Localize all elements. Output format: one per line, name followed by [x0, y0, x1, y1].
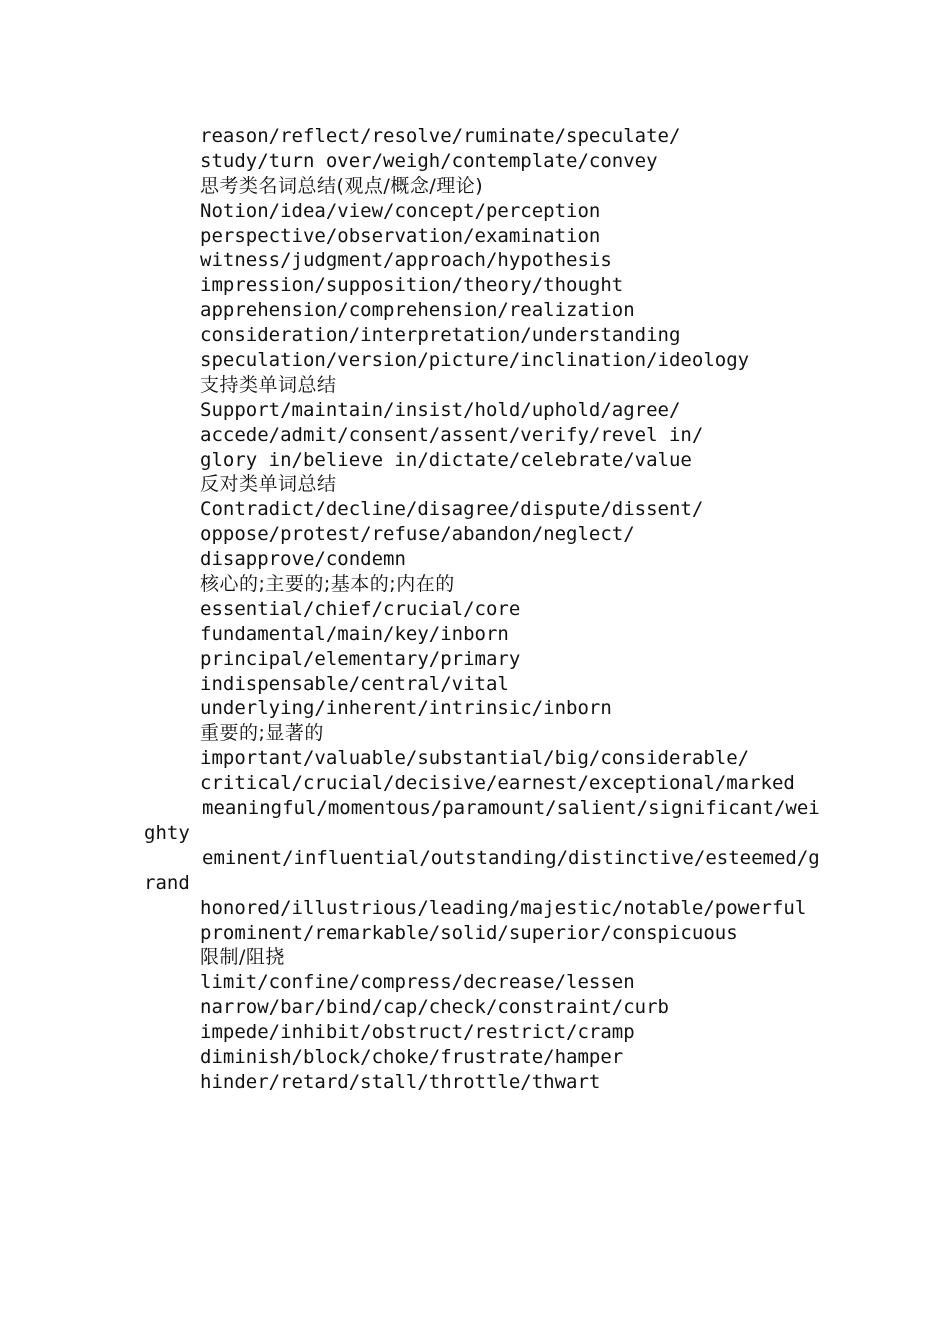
text-line: eminent/influential/outstanding/distinctive/esteemed/g: [202, 846, 820, 869]
text-line: study/turn over/weigh/contemplate/convey: [200, 149, 658, 172]
text-line: fundamental/main/key/inborn: [200, 622, 509, 645]
text-line: disapprove/condemn: [200, 548, 406, 571]
section-heading-limit: 限制/阻挠: [200, 946, 285, 969]
text-line: prominent/remarkable/solid/superior/conspicuous: [200, 921, 738, 944]
text-line: limit/confine/compress/decrease/lessen: [200, 971, 635, 994]
vocabulary-text-block: [144, 124, 824, 1095]
text-line: Contradict/decline/disagree/dispute/dissent/: [200, 498, 704, 521]
text-line: impede/inhibit/obstruct/restrict/cramp: [200, 1021, 635, 1044]
section-heading-core: 核心的;主要的;基本的;内在的: [200, 573, 455, 596]
text-line: hinder/retard/stall/throttle/thwart: [200, 1070, 601, 1093]
text-line: witness/judgment/approach/hypothesis: [200, 249, 612, 272]
text-line: indispensable/central/vital: [200, 672, 509, 695]
text-line-wrapped: ghty: [144, 821, 190, 844]
text-line: narrow/bar/bind/cap/check/constraint/curb: [200, 996, 669, 1019]
text-line: glory in/believe in/dictate/celebrate/value: [200, 448, 692, 471]
text-line-wrapped: rand: [144, 871, 190, 894]
text-line: oppose/protest/refuse/abandon/neglect/: [200, 523, 635, 546]
section-heading-support: 支持类单词总结: [200, 373, 337, 396]
text-line: consideration/interpretation/understanding: [200, 324, 681, 347]
text-line: impression/supposition/theory/thought: [200, 274, 624, 297]
text-line: perspective/observation/examination: [200, 224, 601, 247]
section-heading-important: 重要的;显著的: [200, 722, 324, 745]
text-line: underlying/inherent/intrinsic/inborn: [200, 697, 612, 720]
text-line: principal/elementary/primary: [200, 647, 521, 670]
text-line: essential/chief/crucial/core: [200, 597, 521, 620]
text-line: accede/admit/consent/assent/verify/revel in/: [200, 423, 704, 446]
section-heading-thinking-nouns: 思考类名词总结(观点/概念/理论): [200, 174, 484, 197]
text-line: speculation/version/picture/inclination/ideology: [200, 349, 750, 372]
text-line: reason/reflect/resolve/ruminate/speculate/: [200, 125, 681, 147]
text-line: critical/crucial/decisive/earnest/exceptional/marked: [200, 772, 795, 795]
text-line: honored/illustrious/leading/majestic/notable/powerful: [200, 896, 807, 919]
text-line: apprehension/comprehension/realization: [200, 299, 635, 322]
text-line: diminish/block/choke/frustrate/hamper: [200, 1045, 624, 1068]
text-line: important/valuable/substantial/big/considerable/: [200, 747, 750, 770]
text-line: Notion/idea/view/concept/perception: [200, 199, 601, 222]
section-heading-oppose: 反对类单词总结: [200, 473, 337, 496]
text-line: Support/maintain/insist/hold/uphold/agree/: [200, 398, 681, 421]
text-line: meaningful/momentous/paramount/salient/significant/wei: [202, 797, 820, 820]
